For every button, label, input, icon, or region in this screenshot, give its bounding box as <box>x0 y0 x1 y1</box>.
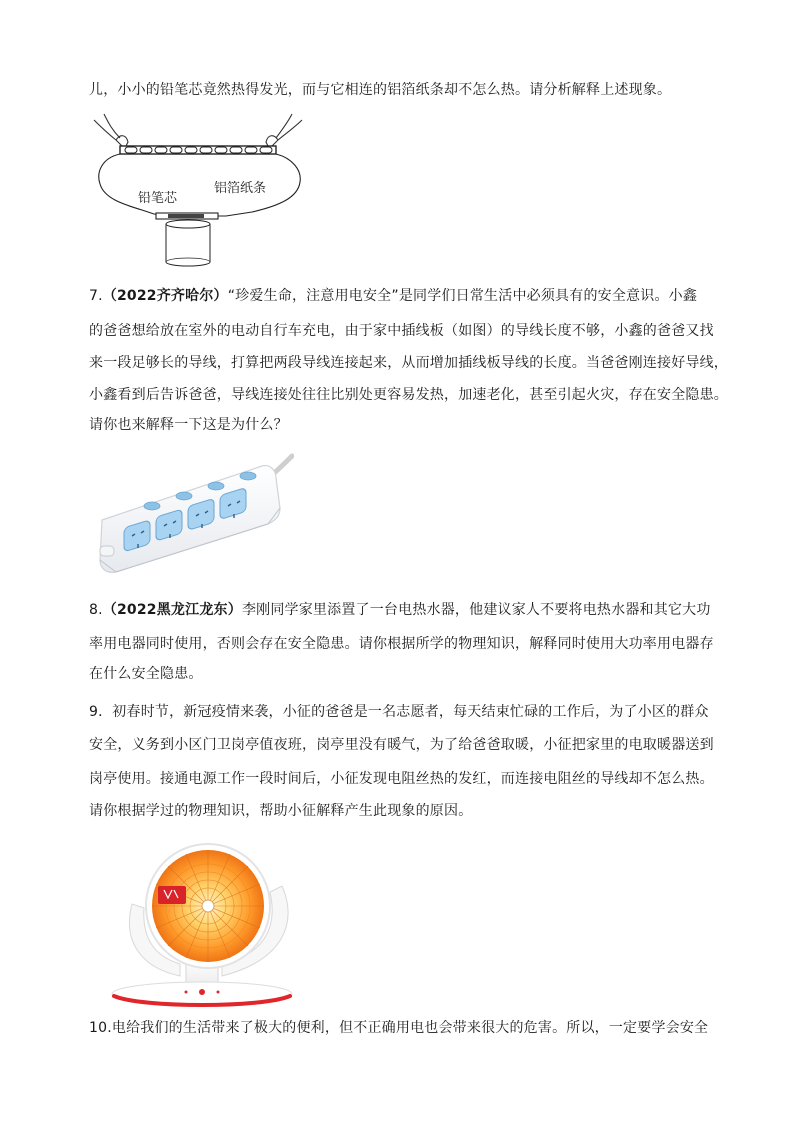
q7-line-1 <box>89 286 697 306</box>
q8-source: （2022黑龙江龙东） <box>102 602 242 618</box>
q7-source: （2022齐齐哈尔） <box>102 288 228 304</box>
q9-line-3: 岗亭使用。接通电源工作一段时间后，小征发现电阻丝热的发红，而连接电阻丝的导线却不怎么热。 <box>89 771 714 787</box>
label-foil-strip: 铝箔纸条 <box>214 181 267 196</box>
q7-number: 7. <box>89 288 103 304</box>
q8-line-1 <box>89 600 711 620</box>
q9-line-2: 安全，义务到小区门卫岗亭值夜班，岗亭里没有暖气，为了给爸爸取暖，小征把家里的电取暖器送到 <box>89 737 714 753</box>
electric-heater-image <box>102 842 302 1010</box>
q9-line-1: 9．初春时节，新冠疫情来袭，小征的爸爸是一名志愿者，每天结束忙碌的工作后，为了小区的群众 <box>89 704 709 720</box>
q8-text-1: 李刚同学家里添置了一台电热水器，他建议家人不要将电热水器和其它大功 <box>241 602 711 618</box>
q7-line-2: 的爸爸想给放在室外的电动自行车充电，由于家中插线板（如图）的导线长度不够，小鑫的爸爸又找 <box>89 323 714 339</box>
q6-text-tail: 儿，小小的铅笔芯竟然热得发光，而与它相连的铝箔纸条却不怎么热。请分析解释上述现象。 <box>89 82 672 98</box>
q7-line-5: 请你也来解释一下这是为什么？ <box>89 417 288 433</box>
q8-line-3: 在什么安全隐患。 <box>89 666 203 682</box>
q10-line-1: 10.电给我们的生活带来了极大的便利，但不正确用电也会带来很大的危害。所以，一定要学会安全 <box>89 1020 709 1036</box>
q8-number: 8. <box>89 602 103 618</box>
q7-line-4: 小鑫看到后告诉爸爸，导线连接处往往比别处更容易发热，加速老化，甚至引起火灾，存在安全隐患。 <box>89 387 728 403</box>
power-strip-image <box>94 450 294 580</box>
q8-line-2: 率用电器同时使用，否则会存在安全隐患。请你根据所学的物理知识，解释同时使用大功率用电器存 <box>89 636 714 652</box>
q7-text-1: “珍爱生命，注意用电安全”是同学们日常生活中必须具有的安全意识。小鑫 <box>227 288 698 304</box>
label-pencil-lead: 铅笔芯 <box>138 191 178 206</box>
q9-line-4: 请你根据学过的物理知识，帮助小征解释产生此现象的原因。 <box>89 803 473 819</box>
pencil-foil-figure <box>92 112 312 274</box>
q7-line-3: 来一段足够长的导线，打算把两段导线连接起来，从而增加插线板导线的长度。当爸爸刚连接好导线， <box>89 355 728 371</box>
